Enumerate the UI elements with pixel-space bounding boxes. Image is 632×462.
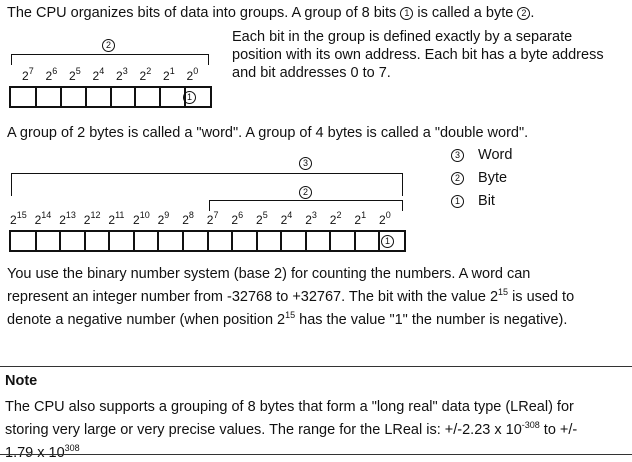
binary-line-1: You use the binary number system (base 2) for counting the numbers. A word can (7, 266, 531, 282)
word-intro: A group of 2 bytes is called a "word". A group of 4 bytes is called a "double word". (7, 125, 529, 141)
legend-item-bit (451, 192, 512, 215)
bit-power-label: $2^0$ (379, 210, 391, 227)
bit-cell-divider (110, 88, 112, 106)
word-bit-marker: 1 (381, 235, 394, 248)
bit-power-label: $2^2$ (329, 210, 342, 227)
byte-bit-marker: 1 (183, 91, 196, 104)
note-line-2: storing very large or very precise values. The range for the LReal is: +/-2.23 x $10^{-308}$ to +/- (5, 420, 578, 438)
bit-power-label: $2^8$ (182, 210, 194, 227)
intro-line (7, 4, 534, 22)
note-line-3: 1.79 x $10^{308}$ (5, 443, 80, 461)
bit-cell-divider (207, 232, 209, 250)
word-byte-label: 2 (299, 186, 312, 199)
bit-power-label: $2^{10}$ (133, 210, 150, 227)
legend-item-byte (451, 169, 512, 192)
bit-power-label: $2^5$ (256, 210, 268, 227)
intro-text-b: is called a byte (417, 5, 514, 21)
legend-marker: 1 (451, 195, 464, 208)
bit-power-label: $2^4$ (280, 210, 293, 227)
bit-cell-divider (159, 88, 161, 106)
legend-label: Word (478, 147, 513, 163)
bit-cell-divider (134, 88, 136, 106)
bit-cell-divider (84, 232, 86, 250)
note-line-1: The CPU also supports a grouping of 8 bytes that form a "long real" data type (LReal) for (5, 399, 574, 415)
intro-text-a: The CPU organizes bits of data into groups. A group of 8 bits (7, 5, 397, 21)
bit-cell-divider (85, 88, 87, 106)
word-cells (9, 230, 406, 252)
bit-cell-divider (182, 232, 184, 250)
bit-power-label: $2^7$ (206, 210, 219, 227)
bit-power-label: $2^{11}$ (108, 210, 125, 227)
bit-cell-divider (108, 232, 110, 250)
byte-diagram-label: 2 (102, 39, 115, 52)
bit-power-label: $2^6$ (45, 66, 58, 83)
bit-power-label: $2^{13}$ (59, 210, 76, 227)
bit-power-label: $2^2$ (139, 66, 152, 83)
intro-text-c: . (530, 5, 535, 21)
binary-paragraph (7, 265, 627, 329)
byte-bracket (11, 54, 209, 65)
binary-line-2: represent an integer number from -32768 to +32767. The bit with the value $2^{15}$ is used to (7, 287, 575, 305)
note-bottom-rule (0, 454, 632, 455)
bit-cell-divider (157, 232, 159, 250)
bit-cell-divider (305, 232, 307, 250)
byte-text-line: and bit addresses 0 to 7. (232, 65, 391, 81)
note-top-rule (0, 366, 632, 367)
bit-cell-divider (35, 232, 37, 250)
bit-marker: 1 (400, 7, 413, 20)
bit-cell-divider (329, 232, 331, 250)
bit-power-label: $2^7$ (22, 66, 34, 83)
bit-cell-divider (354, 232, 356, 250)
legend-label: Byte (478, 170, 508, 186)
bit-power-label: $2^9$ (157, 210, 170, 227)
legend-marker: 3 (451, 149, 464, 162)
word-diagram-label: 3 (299, 157, 312, 170)
legend-item-word (451, 146, 512, 169)
bit-power-label: $2^3$ (305, 210, 317, 227)
note-body (5, 398, 630, 462)
byte-text-line: position with its own address. Each bit has a byte address (232, 47, 604, 63)
note-heading: Note (5, 373, 38, 389)
bit-power-label: $2^6$ (231, 210, 244, 227)
byte-explanation (232, 28, 628, 82)
legend-label: Bit (478, 193, 495, 209)
bit-cell-divider (35, 88, 37, 106)
bit-power-label: $2^1$ (354, 210, 367, 227)
bit-power-label: $2^5$ (69, 66, 81, 83)
bit-cell-divider (256, 232, 258, 250)
byte-cells (9, 86, 212, 108)
bit-power-label: $2^{14}$ (34, 210, 52, 227)
bit-power-label: $2^4$ (92, 66, 105, 83)
byte-marker: 2 (517, 7, 530, 20)
bit-power-label: $2^3$ (116, 66, 128, 83)
bit-cell-divider (60, 88, 62, 106)
binary-line-3: denote a negative number (when position $2^{15}$ has the value "1" the number is negative). (7, 310, 568, 328)
legend-marker: 2 (451, 172, 464, 185)
bit-cell-divider (59, 232, 61, 250)
bit-power-label: $2^{12}$ (83, 210, 101, 227)
bit-cell-divider (133, 232, 135, 250)
word-bracket (11, 173, 403, 196)
bit-cell-divider (280, 232, 282, 250)
bit-power-label: $2^0$ (186, 66, 199, 83)
bit-power-label: $2^1$ (163, 66, 175, 83)
bit-power-label: $2^{15}$ (10, 210, 27, 227)
bit-cell-divider (231, 232, 233, 250)
legend (451, 146, 512, 215)
byte-text-line: Each bit in the group is defined exactly by a separate (232, 29, 573, 45)
